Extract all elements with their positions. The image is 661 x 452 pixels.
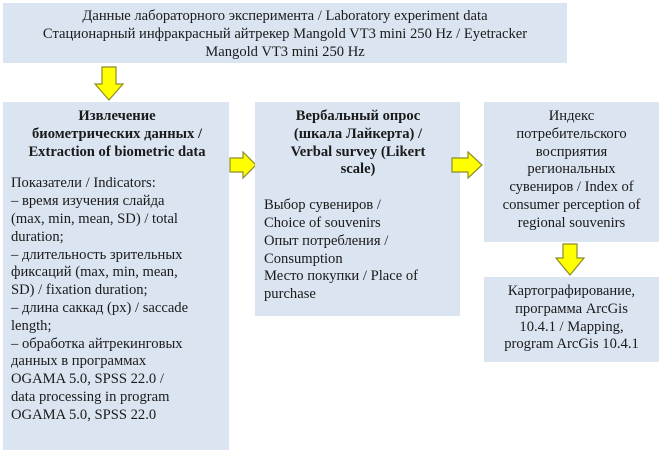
consumer-index-box (484, 102, 659, 242)
mapping-line: Картографирование, (507, 283, 636, 299)
survey-item-list (264, 197, 452, 304)
survey-title (264, 108, 452, 179)
indicator-line: data processing in program (11, 388, 170, 405)
index-line: восприятия (535, 143, 608, 160)
survey-box (255, 102, 460, 316)
survey-item-line: purchase (264, 286, 316, 303)
survey-item-line: Место покупки / Place of (264, 268, 418, 285)
survey-title-line: scale) (340, 161, 376, 178)
indicator-line: SD) / fixation duration; (11, 282, 148, 299)
indicator-line: данных в программах (11, 353, 147, 370)
indicator-line: OGAMA 5.0, SPSS 22.0 (11, 406, 157, 423)
arrow-right-to-index (451, 150, 483, 180)
index-line: региональных (527, 161, 616, 178)
extraction-title-line: биометрических данных / (31, 125, 203, 142)
arrow-down-to-mapping (555, 243, 585, 276)
index-line: потребительского (516, 125, 627, 142)
indicator-line: – обработка айтрекинговых (11, 335, 183, 352)
extraction-title-line: Extraction of biometric data (28, 143, 206, 160)
extraction-box (3, 102, 229, 450)
mapping-line: программа ArcGis (515, 300, 628, 317)
indicator-line: OGAMA 5.0, SPSS 22.0 / (11, 371, 164, 388)
indicator-line: (max, min, mean, SD) / total (11, 210, 178, 227)
indicator-line: Показатели / Indicators: (11, 175, 156, 192)
mapping-box (484, 277, 659, 362)
survey-title-line: Verbal survey (Likert (290, 143, 426, 160)
indicator-line: length; (11, 317, 52, 334)
indicator-list (11, 175, 223, 424)
index-line: Индекс (548, 108, 595, 124)
extraction-title-line: Извлечение (78, 108, 156, 124)
arrow-right-to-survey (229, 150, 257, 180)
index-line: consumer perception of (502, 196, 641, 213)
indicator-line: – длина саккад (px) / saccade (11, 299, 189, 316)
lab-data-line: Стационарный инфракрасный айтрекер Mangold VT3 mini 250 Hz / Eyetracker (42, 25, 528, 42)
indicator-line: – время изучения слайда (11, 193, 165, 210)
indicator-line: – длительность зрительных (11, 246, 183, 263)
survey-item-line: Choice of souvenirs (264, 214, 381, 231)
survey-title-line: (шкала Лайкерта) / (293, 125, 423, 142)
survey-item-line: Выбор сувениров / (264, 197, 381, 214)
survey-item-line: Опыт потребления / (264, 232, 389, 249)
extraction-title (11, 108, 223, 161)
survey-title-line: Вербальный опрос (295, 108, 421, 124)
indicator-line: duration; (11, 228, 64, 245)
mapping-line: 10.4.1 / Mapping, (519, 318, 624, 335)
lab-data-line: Mangold VT3 mini 250 Hz (205, 43, 365, 60)
arrow-down-to-extraction (93, 66, 125, 102)
index-line: сувениров / Index of (509, 179, 634, 196)
index-line: regional souvenirs (517, 214, 626, 231)
mapping-line: program ArcGis 10.4.1 (504, 336, 639, 353)
lab-data-line: Данные лабораторного эксперимента / Laboratory experiment data (82, 8, 488, 24)
indicator-line: фиксаций (max, min, mean, (11, 264, 178, 281)
lab-data-box (3, 3, 567, 63)
survey-item-line: Consumption (264, 250, 343, 267)
